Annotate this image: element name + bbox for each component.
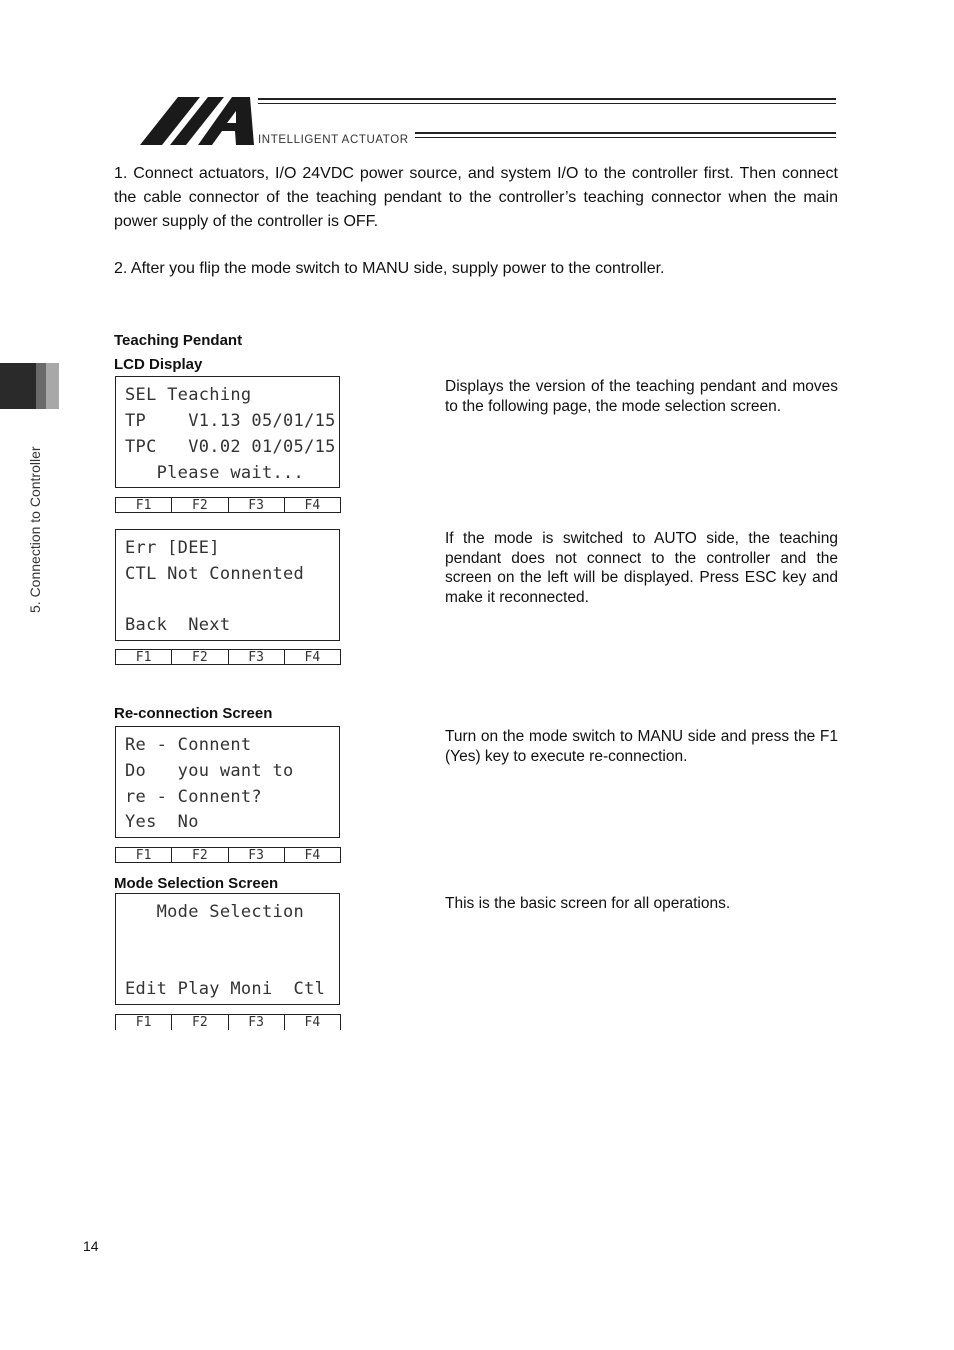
lcd-line: Please wait... <box>125 463 305 483</box>
function-key-f2[interactable]: F2 <box>172 848 228 862</box>
function-key-f3[interactable]: F3 <box>229 848 285 862</box>
function-key-row <box>115 497 341 513</box>
function-key-f1[interactable]: F1 <box>116 848 172 862</box>
iai-logo-icon <box>140 95 258 147</box>
header-rule-bottom-1 <box>415 132 836 134</box>
heading-mode-selection: Mode Selection Screen <box>114 875 279 892</box>
function-key-f2[interactable]: F2 <box>172 498 228 512</box>
function-key-f1[interactable]: F1 <box>116 650 172 664</box>
section-tab <box>0 363 59 409</box>
function-key-f3[interactable]: F3 <box>229 498 285 512</box>
step-1: 1. Connect actuators, I/O 24VDC power source, and system I/O to the controller first. Then connect the cable connector of the teaching pendant to the controller’s teaching connector when the main power supply of the controller is OFF. <box>114 165 838 230</box>
function-key-f4[interactable]: F4 <box>304 650 321 665</box>
lcd-line: Err [DEE] <box>125 538 220 558</box>
lcd-screen-mode-selection <box>115 893 340 1005</box>
heading-lcd-display: LCD Display <box>114 356 203 373</box>
lcd-line: re - Connent? <box>125 787 262 807</box>
lcd-line: Edit Play Moni Ctl <box>125 979 326 999</box>
lcd-screen-reconnect <box>115 726 340 838</box>
heading-teaching-pendant: Teaching Pendant <box>114 332 243 349</box>
function-key-f2[interactable]: F2 <box>172 1015 228 1030</box>
lcd-screen-error <box>115 529 340 641</box>
header-rule-top-2 <box>258 103 836 104</box>
description-mode-selection-screen: This is the basic screen for all operations. <box>445 895 731 912</box>
section-label: 5. Connection to Controller <box>27 446 43 613</box>
function-key-f1[interactable]: F1 <box>116 1015 172 1030</box>
header-rule-top-1 <box>258 98 836 100</box>
brand-name: INTELLIGENT ACTUATOR <box>258 134 409 146</box>
lcd-line: TPC V0.02 01/05/15 <box>125 437 336 457</box>
lcd-screen-version <box>115 376 340 488</box>
function-key-f4[interactable]: F4 <box>304 1015 321 1030</box>
lcd-line: CTL Not Connented <box>125 564 305 584</box>
function-key-row <box>115 649 341 665</box>
lcd-line: TP V1.13 05/01/15 <box>125 411 336 431</box>
heading-reconnection: Re-connection Screen <box>114 705 273 722</box>
page-number: 14 <box>83 1238 99 1254</box>
lcd-line: Re - Connent <box>125 735 252 755</box>
header-rule-bottom-2 <box>415 137 836 138</box>
description-version-screen: Displays the version of the teaching pendant and moves to the following page, the mode selection screen. <box>445 378 838 415</box>
function-key-f1[interactable]: F1 <box>116 498 172 512</box>
lcd-line: Do you want to <box>125 761 294 781</box>
lcd-line: SEL Teaching <box>125 385 252 405</box>
lcd-line: Yes No <box>125 812 199 832</box>
function-key-f4[interactable]: F4 <box>304 848 321 863</box>
function-key-f3[interactable]: F3 <box>229 650 285 664</box>
function-key-row <box>115 1014 341 1030</box>
function-key-f4[interactable]: F4 <box>304 498 321 513</box>
step-2: 2. After you flip the mode switch to MANU side, supply power to the controller. <box>114 260 665 277</box>
lcd-line: Mode Selection <box>125 902 305 922</box>
description-error-screen: If the mode is switched to AUTO side, the teaching pendant does not connect to the controller and the screen on the left will be displayed. Press ESC key and make it reconnected. <box>445 530 838 606</box>
function-key-f2[interactable]: F2 <box>172 650 228 664</box>
lcd-line: Back Next <box>125 615 231 635</box>
function-key-row <box>115 847 341 863</box>
description-reconnect-screen: Turn on the mode switch to MANU side and press the F1 (Yes) key to execute re-connection. <box>445 728 838 765</box>
function-key-f3[interactable]: F3 <box>229 1015 285 1030</box>
